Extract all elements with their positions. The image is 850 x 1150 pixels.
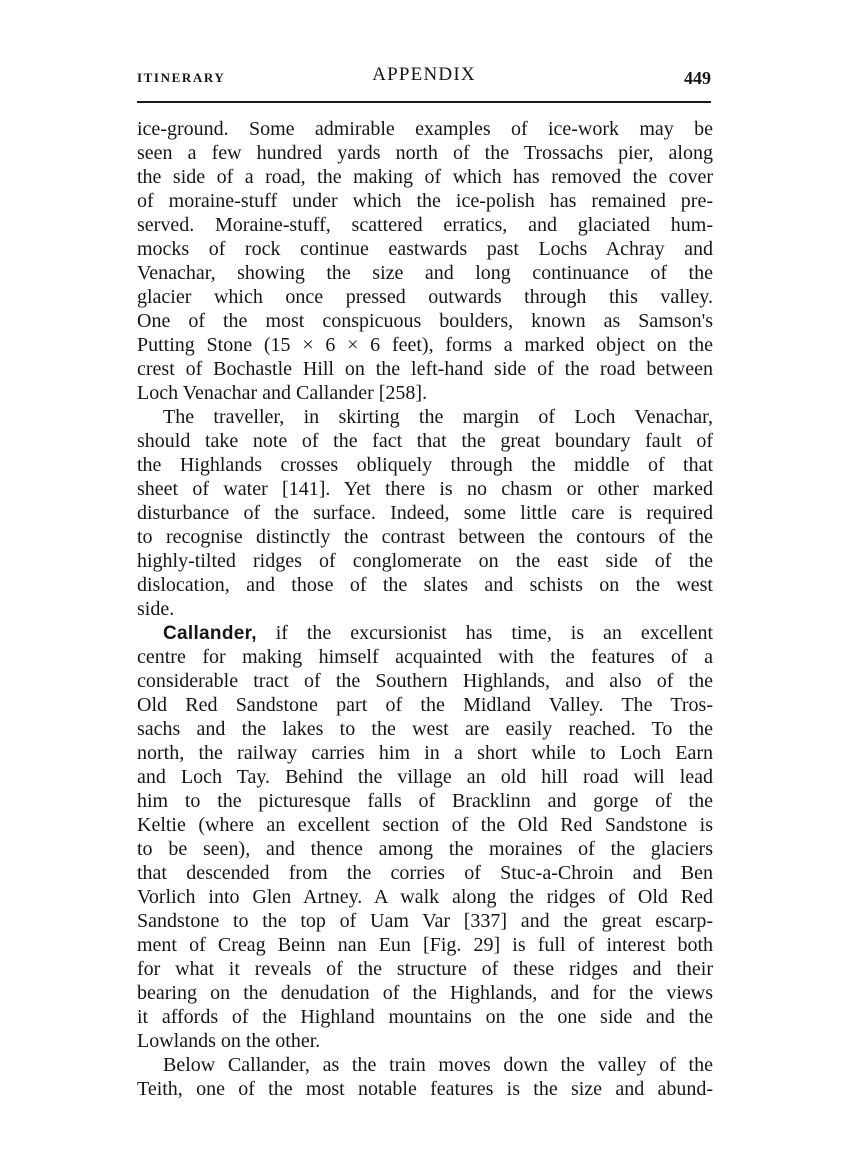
text-line: sachs and the lakes to the west are easily reached. To the bbox=[137, 718, 713, 740]
text-line: the side of a road, the making of which has removed the cover bbox=[137, 166, 713, 188]
text-line: mocks of rock continue eastwards past Lochs Achray and bbox=[137, 238, 713, 260]
text-line: bearing on the denudation of the Highlands, and for the views bbox=[137, 982, 713, 1004]
text-line: should take note of the fact that the great boundary fault of bbox=[137, 430, 713, 452]
header-rule bbox=[137, 101, 711, 103]
text-line: Lowlands on the other. bbox=[137, 1030, 321, 1052]
text-line: that descended from the corries of Stuc-a-Chroin and Ben bbox=[137, 862, 713, 884]
text-line: ment of Creag Beinn nan Eun [Fig. 29] is full of interest both bbox=[137, 934, 713, 956]
text-line: of moraine-stuff under which the ice-polish has remained pre- bbox=[137, 190, 713, 212]
text-line: served. Moraine-stuff, scattered erratics, and glaciated hum- bbox=[137, 214, 713, 236]
text-line: glacier which once pressed outwards through this valley. bbox=[137, 286, 713, 308]
text-line: side. bbox=[137, 598, 175, 620]
text-line: seen a few hundred yards north of the Trossachs pier, along bbox=[137, 142, 713, 164]
section-label: ITINERARY bbox=[137, 70, 226, 85]
text-line: the Highlands crosses obliquely through the middle of that bbox=[137, 454, 713, 476]
place-name-callander: Callander, bbox=[163, 623, 257, 644]
text-line: and Loch Tay. Behind the village an old hill road will lead bbox=[137, 766, 713, 788]
text-line: him to the picturesque falls of Bracklinn and gorge of the bbox=[137, 790, 713, 812]
text-line: One of the most conspicuous boulders, known as Samson's bbox=[137, 310, 713, 332]
page-title: APPENDIX bbox=[372, 64, 476, 85]
body-text bbox=[137, 117, 713, 1101]
text-line: Old Red Sandstone part of the Midland Valley. The Tros- bbox=[137, 694, 713, 716]
text-line: Putting Stone (15 × 6 × 6 feet), forms a marked object on the bbox=[137, 334, 713, 356]
text-line: it affords of the Highland mountains on the one side and the bbox=[137, 1006, 713, 1028]
text-line: Sandstone to the top of Uam Var [337] and the great escarp- bbox=[137, 910, 713, 932]
text-line: for what it reveals of the structure of these ridges and their bbox=[137, 958, 713, 980]
text-run: if the excursionist has time, is an excellent bbox=[256, 622, 713, 644]
text-line: sheet of water [141]. Yet there is no chasm or other marked bbox=[137, 478, 713, 500]
text-line: Venachar, showing the size and long continuance of the bbox=[137, 262, 713, 284]
text-line: The traveller, in skirting the margin of Loch Venachar, bbox=[163, 406, 713, 428]
text-line: considerable tract of the Southern Highlands, and also of the bbox=[137, 670, 713, 692]
text-line: north, the railway carries him in a short while to Loch Earn bbox=[137, 742, 713, 764]
text-line: Below Callander, as the train moves down the valley of the bbox=[163, 1054, 713, 1076]
text-line: centre for making himself acquainted with the features of a bbox=[137, 646, 713, 668]
text-line: ice-ground. Some admirable examples of ice-work may be bbox=[137, 118, 713, 140]
text-line: to be seen), and thence among the moraines of the glaciers bbox=[137, 838, 713, 860]
page-number: 449 bbox=[684, 68, 711, 88]
text-line: Vorlich into Glen Artney. A walk along the ridges of Old Red bbox=[137, 886, 713, 908]
text-line: to recognise distinctly the contrast between the contours of the bbox=[137, 526, 713, 548]
text-line: Keltie (where an excellent section of the Old Red Sandstone is bbox=[137, 814, 713, 836]
text-line: Teith, one of the most notable features is the size and abund- bbox=[137, 1078, 713, 1100]
text-line bbox=[137, 621, 713, 645]
text-line: disturbance of the surface. Indeed, some little care is required bbox=[137, 502, 713, 524]
running-head bbox=[137, 62, 711, 90]
text-line: crest of Bochastle Hill on the left-hand side of the road between bbox=[137, 358, 713, 380]
text-line: Loch Venachar and Callander [258]. bbox=[137, 382, 428, 404]
text-line: dislocation, and those of the slates and schists on the west bbox=[137, 574, 713, 596]
text-line: highly-tilted ridges of conglomerate on the east side of the bbox=[137, 550, 713, 572]
